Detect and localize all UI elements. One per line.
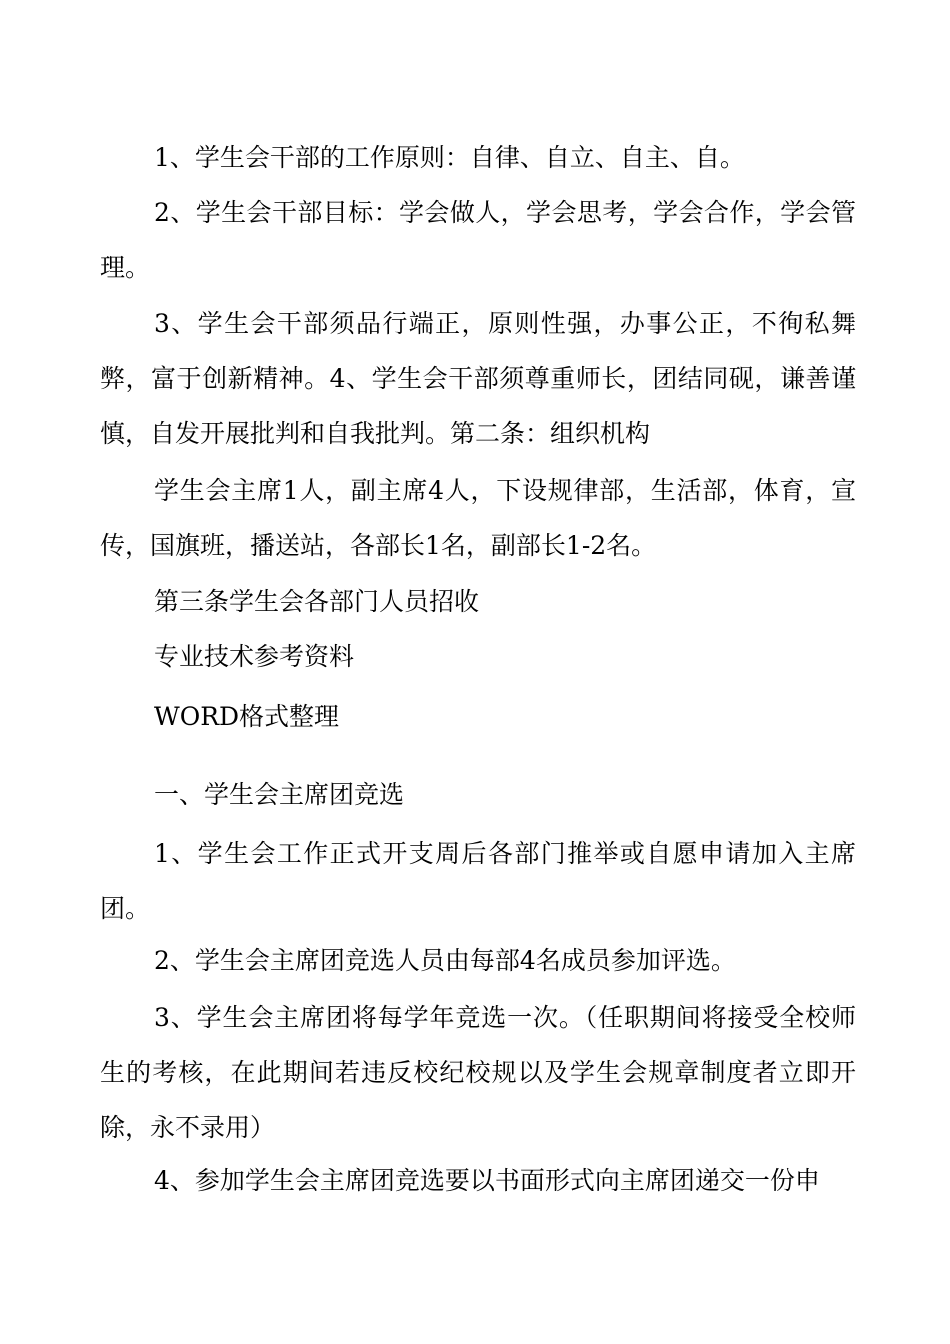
paragraph-cadre-conduct: 3、学生会干部须品行端正，原则性强，办事公正，不徇私舞弊，富于创新精神。4、学生会干部须尊重师长，团结同砚，谦善谨慎，自发开展批判和自我批判。第二条：组织机构 xyxy=(100,309,856,448)
paragraph-word-format-note: WORD格式整理 xyxy=(154,702,340,731)
paragraph-reference-note: 专业技术参考资料 xyxy=(154,642,355,671)
paragraph-election-rule-3: 3、学生会主席团将每学年竞选一次。（任职期间将接受全校师生的考核，在此期间若违反校纪校规以及学生会规章制度者立即开除，永不录用） xyxy=(100,1003,856,1142)
paragraph-cadre-goals: 2、学生会干部目标：学会做人，学会思考，学会合作，学会管理。 xyxy=(100,198,856,282)
paragraph-organization: 学生会主席1人，副主席4人，下设规律部，生活部，体育，宣传，国旗班，播送站，各部长1名，副部长1-2名。 xyxy=(100,476,856,560)
paragraph-election-rule-2: 2、学生会主席团竞选人员由每部4名成员参加评选。 xyxy=(154,946,736,975)
paragraph-election-rule-4: 4、参加学生会主席团竞选要以书面形式向主席团递交一份申 xyxy=(154,1166,820,1195)
paragraph-election-rule-1: 1、学生会工作正式开支周后各部门推举或自愿申请加入主席团。 xyxy=(100,839,856,923)
paragraph-work-principles: 1、学生会干部的工作原则：自律、自立、自主、自。 xyxy=(154,143,745,172)
paragraph-recruitment-heading: 第三条学生会各部门人员招收 xyxy=(154,587,480,616)
section-heading-election: 一、学生会主席团竞选 xyxy=(154,780,405,809)
